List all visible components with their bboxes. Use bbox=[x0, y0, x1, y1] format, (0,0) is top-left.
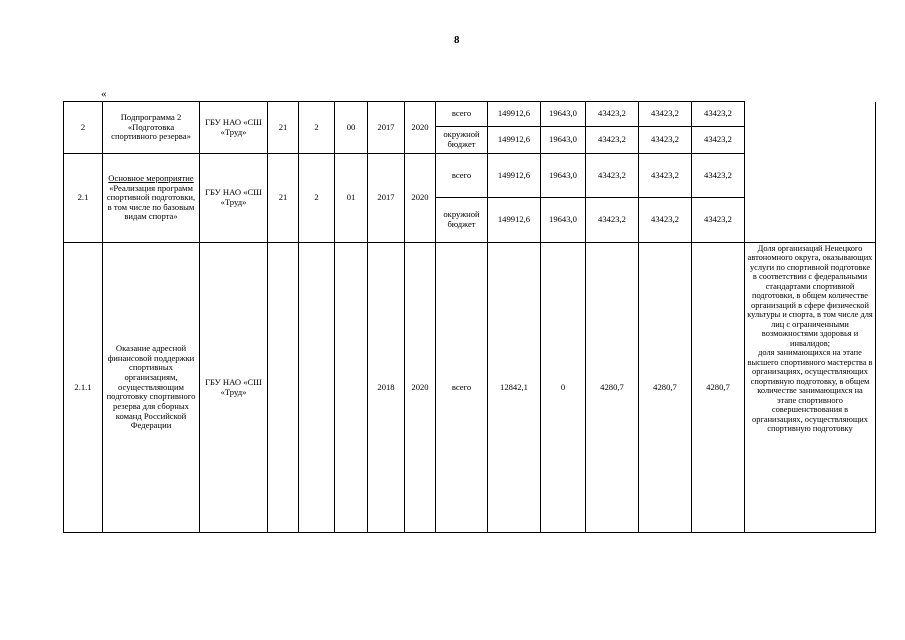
value-cell: 43423,2 bbox=[639, 102, 692, 127]
code-cell: 00 bbox=[335, 102, 368, 154]
end-year: 2020 bbox=[405, 243, 436, 533]
value-cell: 43423,2 bbox=[639, 198, 692, 243]
code-cell: 21 bbox=[268, 102, 299, 154]
code-cell bbox=[335, 243, 368, 533]
value-cell: 43423,2 bbox=[639, 154, 692, 198]
source-label: всего bbox=[436, 154, 488, 198]
row-executor: ГБУ НАО «СШ «Труд» bbox=[200, 243, 268, 533]
row-name-text: «Реализация программ спортивной подготовки, в том числе по базовым видам спорта» bbox=[106, 182, 196, 222]
value-cell: 4280,7 bbox=[692, 243, 745, 533]
source-label: всего bbox=[436, 243, 488, 533]
code-cell: 2 bbox=[299, 154, 335, 243]
source-label: всего bbox=[436, 102, 488, 127]
value-cell: 149912,6 bbox=[488, 127, 541, 154]
opening-quote-mark: « bbox=[101, 88, 107, 100]
value-cell: 19643,0 bbox=[541, 127, 586, 154]
value-cell: 149912,6 bbox=[488, 154, 541, 198]
value-cell: 43423,2 bbox=[639, 127, 692, 154]
row-name: Оказание адресной финансовой поддержки спортивных организациям, осуществляющим подготовку спортивного резерва для сборных команд Российской Федерации bbox=[103, 243, 200, 533]
indicator-description: Доля организаций Ненецкого автономного округа, оказывающих услуги по спортивной подготовке в соответствии с федеральными стандартами спортивной подготовки, в общем количестве организаций в сфере физической культуры и спорта, в том числе для лиц с ограниченными возможностями здоровья и инвалидов; доля занимающихся на этапе высшего спортивного мастерства в организациях, осуществляющих спортивную подготовку, в общем количестве занимающихся на этапе спортивного совершенствования в организациях, осуществляющих спортивную подготовку bbox=[745, 243, 876, 533]
code-cell: 2 bbox=[299, 102, 335, 154]
value-cell: 4280,7 bbox=[639, 243, 692, 533]
start-year: 2017 bbox=[368, 102, 405, 154]
code-cell: 01 bbox=[335, 154, 368, 243]
start-year: 2017 bbox=[368, 154, 405, 243]
table-row bbox=[64, 154, 876, 198]
row-number: 2 bbox=[64, 102, 103, 154]
value-cell: 19643,0 bbox=[541, 154, 586, 198]
code-cell bbox=[268, 243, 299, 533]
value-cell: 43423,2 bbox=[586, 102, 639, 127]
code-cell: 21 bbox=[268, 154, 299, 243]
source-label: окружной бюджет bbox=[436, 127, 488, 154]
end-year: 2020 bbox=[405, 154, 436, 243]
value-cell: 149912,6 bbox=[488, 102, 541, 127]
indicator-cell bbox=[745, 102, 876, 127]
table-row bbox=[64, 243, 876, 533]
value-cell: 43423,2 bbox=[586, 154, 639, 198]
value-cell: 43423,2 bbox=[586, 127, 639, 154]
value-cell: 0 bbox=[541, 243, 586, 533]
program-table bbox=[63, 101, 876, 533]
value-cell: 149912,6 bbox=[488, 198, 541, 243]
end-year: 2020 bbox=[405, 102, 436, 154]
start-year: 2018 bbox=[368, 243, 405, 533]
row-number: 2.1.1 bbox=[64, 243, 103, 533]
main-activity-label: Основное мероприятие bbox=[108, 172, 194, 183]
table-row bbox=[64, 102, 876, 127]
value-cell: 43423,2 bbox=[692, 154, 745, 198]
value-cell: 43423,2 bbox=[692, 198, 745, 243]
value-cell: 43423,2 bbox=[692, 102, 745, 127]
value-cell: 19643,0 bbox=[541, 102, 586, 127]
value-cell: 4280,7 bbox=[586, 243, 639, 533]
row-name: Подпрограмма 2 «Подготовка спортивного резерва» bbox=[103, 102, 200, 154]
indicator-cell bbox=[745, 198, 876, 243]
page-number: 8 bbox=[454, 34, 460, 46]
indicator-cell bbox=[745, 127, 876, 154]
row-executor: ГБУ НАО «СШ «Труд» bbox=[200, 102, 268, 154]
row-executor: ГБУ НАО «СШ «Труд» bbox=[200, 154, 268, 243]
value-cell: 19643,0 bbox=[541, 198, 586, 243]
row-name bbox=[103, 154, 200, 243]
code-cell bbox=[299, 243, 335, 533]
row-number: 2.1 bbox=[64, 154, 103, 243]
indicator-cell bbox=[745, 154, 876, 198]
value-cell: 43423,2 bbox=[586, 198, 639, 243]
source-label: окружной бюджет bbox=[436, 198, 488, 243]
value-cell: 12842,1 bbox=[488, 243, 541, 533]
value-cell: 43423,2 bbox=[692, 127, 745, 154]
